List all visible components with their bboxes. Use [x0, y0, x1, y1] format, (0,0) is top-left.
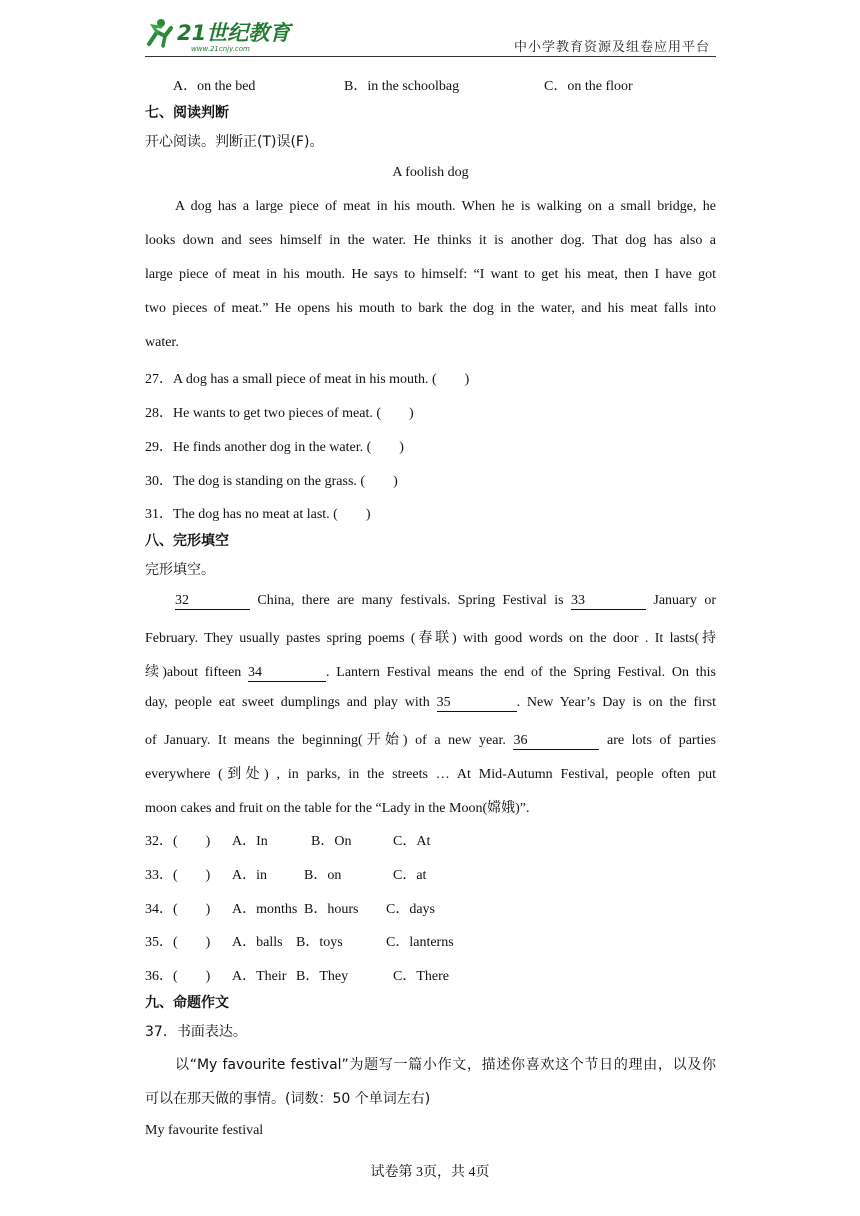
- question-29: 29．He finds another dog in the water. ( ): [145, 440, 404, 455]
- option-a: A．on the bed: [173, 79, 256, 94]
- choice-a: A．balls: [232, 935, 283, 950]
- passage-line: large piece of meat in his mouth. He says to himself: “I want to get his meat, then I have got: [145, 267, 716, 282]
- choice-c: C．days: [386, 902, 435, 917]
- choice-number: 35．( ): [145, 935, 211, 950]
- choice-number: 34．( ): [145, 902, 211, 917]
- choice-b: B．toys: [296, 935, 343, 950]
- blank-35: 35: [437, 695, 517, 712]
- section8-heading: 八、完形填空: [145, 533, 229, 549]
- choice-number: 36．( ): [145, 969, 211, 984]
- question-37: 37．书面表达。: [145, 1024, 247, 1040]
- choice-c: C．At: [393, 834, 431, 849]
- option-b: B．in the schoolbag: [344, 79, 460, 94]
- cloze-line-2: February. They usually pastes spring poems (春联) with good words on the door . It lasts(持: [145, 631, 716, 646]
- choice-a: A．in: [232, 868, 267, 883]
- cloze-line-1: 32 China, there are many festivals. Spring Festival is 33 January or: [175, 593, 717, 608]
- section7-instruction: 开心阅读。判断正(T)误(F)。: [145, 134, 324, 150]
- choice-b: B．on: [304, 868, 342, 883]
- section9-heading: 九、命题作文: [145, 995, 229, 1011]
- choice-c: C．lanterns: [386, 935, 454, 950]
- option-c: C．on the floor: [544, 79, 633, 94]
- section8-instruction: 完形填空。: [145, 562, 215, 578]
- blank-34: 34: [248, 665, 326, 682]
- choice-a: A．In: [232, 834, 268, 849]
- svg-text:www.21cnjy.com: www.21cnjy.com: [191, 45, 250, 53]
- question-28: 28．He wants to get two pieces of meat. ( ): [145, 406, 414, 421]
- choice-b: B．On: [311, 834, 352, 849]
- site-logo: [145, 14, 315, 54]
- choice-c: C．There: [393, 969, 449, 984]
- question-31: 31．The dog has no meat at last. ( ): [145, 507, 371, 522]
- passage-line: A dog has a large piece of meat in his mouth. When he is walking on a small bridge, he: [175, 199, 716, 214]
- passage-line: looks down and sees himself in the water. He thinks it is another dog. That dog has also a: [145, 233, 716, 248]
- logo-runner-icon: [145, 14, 315, 54]
- choice-number: 32．( ): [145, 834, 211, 849]
- page-footer: 试卷第 3页，共 4页: [370, 1165, 490, 1180]
- question-27: 27．A dog has a small piece of meat in his mouth. ( ): [145, 372, 470, 387]
- essay-title: My favourite festival: [145, 1123, 264, 1138]
- cloze-line-7: moon cakes and fruit on the table for the “Lady in the Moon(嫦娥)”.: [145, 801, 530, 816]
- svg-text:21世纪教育: 21世纪教育: [177, 21, 291, 45]
- cloze-line-6: everywhere (到处) , in parks, in the streets … At Mid-Autumn Festival, people often put: [145, 767, 716, 782]
- choice-c: C．at: [393, 868, 427, 883]
- blank-36: 36: [513, 733, 599, 750]
- writing-prompt-line: 可以在那天做的事情。(词数：50 个单词左右): [145, 1091, 431, 1107]
- question-30: 30．The dog is standing on the grass. ( ): [145, 474, 398, 489]
- section7-heading: 七、阅读判断: [145, 105, 229, 121]
- writing-prompt-line: 以“My favourite festival”为题写一篇小作文，描述你喜欢这个节日的理由，以及你: [175, 1057, 716, 1073]
- choice-number: 33．( ): [145, 868, 211, 883]
- choice-a: A．months: [232, 902, 298, 917]
- site-tagline: 中小学教育资源及组卷应用平台: [513, 40, 710, 55]
- passage-line: two pieces of meat.” He opens his mouth to bark the dog in the water, and his meat falls into: [145, 301, 716, 316]
- choice-a: A．Their: [232, 969, 287, 984]
- choice-b: B．hours: [304, 902, 359, 917]
- page-header: [145, 14, 716, 57]
- passage-title: A foolish dog: [392, 165, 469, 180]
- blank-32: 32: [175, 593, 250, 610]
- cloze-line-4: day, people eat sweet dumplings and play with 35 . New Year’s Day is on the first: [145, 695, 717, 710]
- blank-33: 33: [571, 593, 646, 610]
- cloze-line-5: of January. It means the beginning(开始) of a new year. 36 are lots of parties: [145, 733, 717, 748]
- cloze-line-3: 续)about fifteen 34 . Lantern Festival means the end of the Spring Festival. On this: [145, 665, 717, 680]
- choice-b: B．They: [296, 969, 349, 984]
- passage-line: water.: [145, 335, 179, 350]
